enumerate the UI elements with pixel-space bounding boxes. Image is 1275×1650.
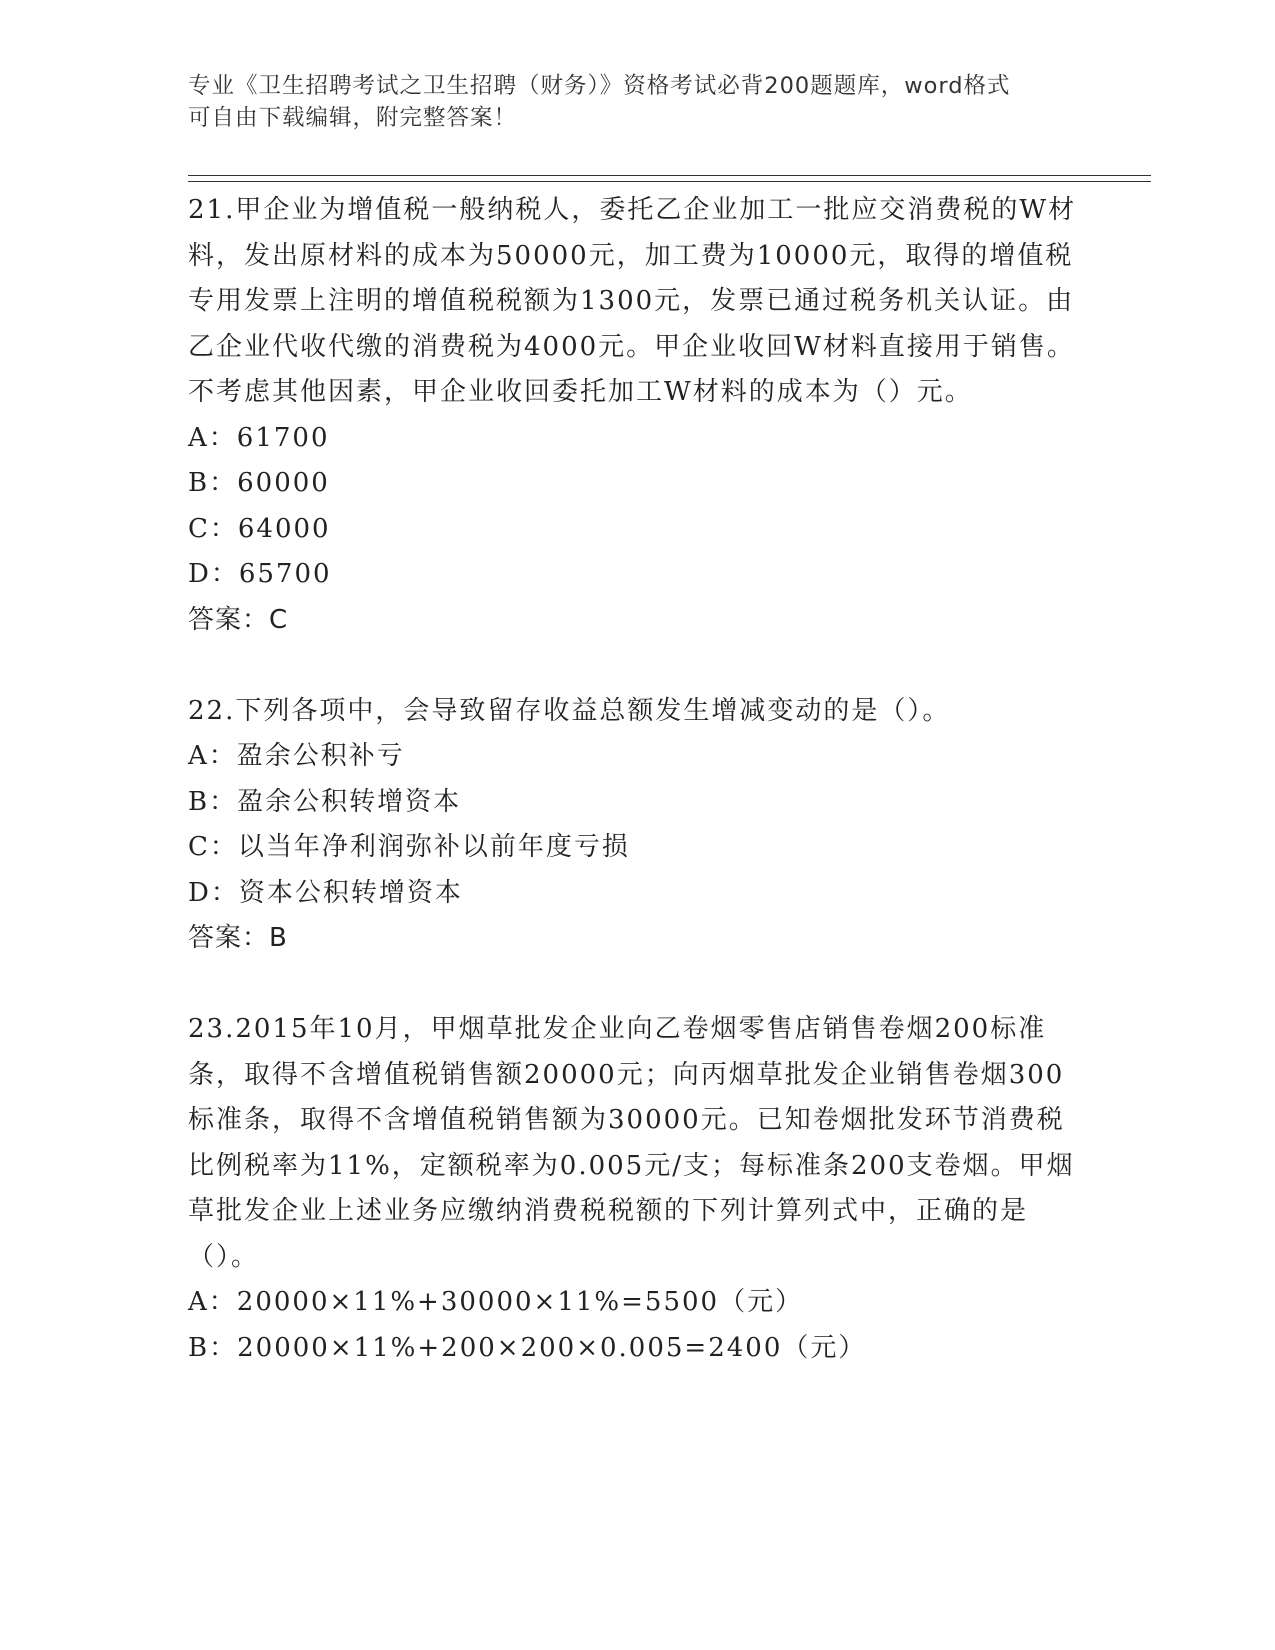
option-b: B：60000 bbox=[188, 468, 330, 498]
header-line-1: 专业《卫生招聘考试之卫生招聘（财务）》资格考试必背200题题库，word格式 bbox=[188, 73, 1011, 99]
question-stem: 23.2015年10月，甲烟草批发企业向乙卷烟零售店销售卷烟200标准条，取得不含增值税销售额20000元；向丙烟草批发企业销售卷烟300标准条，取得不含增值税销售额为30000元。已知卷烟批发环节消费税比例税率为11%，定额税率为0.005元/支；每标准条200支卷烟。甲烟草批发企业上述业务应缴纳消费税税额的下列计算列式中，正确的是（）。 bbox=[188, 1014, 1075, 1272]
question-22 bbox=[188, 689, 1088, 962]
option-b: B：20000×11%+200×200×0.005=2400（元） bbox=[188, 1332, 867, 1363]
answer: 答案：B bbox=[188, 923, 288, 953]
option-c: C：以当年净利润弥补以前年度亏损 bbox=[188, 832, 630, 862]
question-21 bbox=[188, 188, 1088, 643]
option-b: B：盈余公积转增资本 bbox=[188, 786, 462, 817]
option-a: A：盈余公积补亏 bbox=[188, 741, 405, 771]
header-line-2: 可自由下载编辑，附完整答案！ bbox=[188, 105, 518, 131]
question-list bbox=[188, 188, 1088, 1371]
question-spacer bbox=[188, 643, 1088, 689]
header-divider-top bbox=[188, 175, 1151, 176]
header-divider-bottom bbox=[188, 181, 1151, 182]
answer: 答案：C bbox=[188, 604, 289, 635]
question-stem: 22.下列各项中，会导致留存收益总额发生增减变动的是（）。 bbox=[188, 695, 951, 726]
option-d: D：资本公积转增资本 bbox=[188, 877, 463, 908]
question-23 bbox=[188, 1007, 1088, 1371]
option-d: D：65700 bbox=[188, 559, 332, 589]
document-header bbox=[188, 70, 1068, 134]
question-stem: 21.甲企业为增值税一般纳税人，委托乙企业加工一批应交消费税的W材料，发出原材料的成本为50000元，加工费为10000元，取得的增值税专用发票上注明的增值税税额为1300元，发票已通过税务机关认证。由乙企业代收代缴的消费税为4000元。甲企业收回W材料直接用于销售。不考虑其他因素，甲企业收回委托加工W材料的成本为（）元。 bbox=[188, 195, 1077, 407]
question-spacer bbox=[188, 962, 1088, 1008]
option-a: A：20000×11%+30000×11%=5500（元） bbox=[188, 1287, 804, 1317]
option-c: C：64000 bbox=[188, 513, 331, 544]
option-a: A：61700 bbox=[188, 422, 330, 453]
